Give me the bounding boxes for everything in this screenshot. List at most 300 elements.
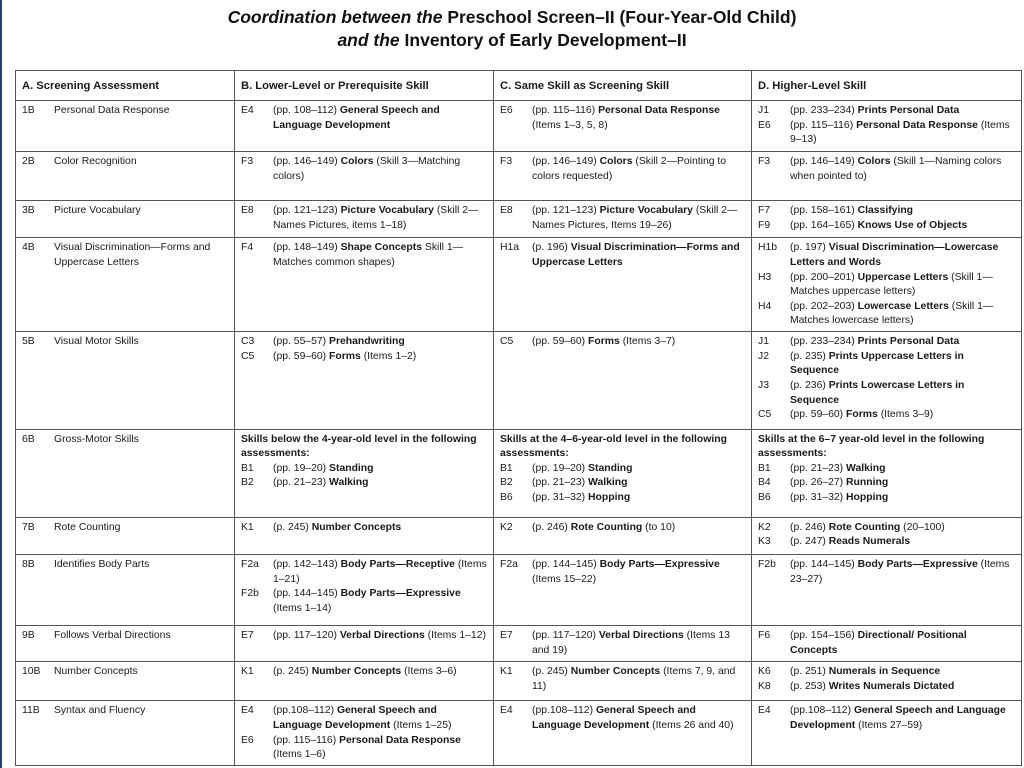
skill-code: K8 xyxy=(758,680,771,692)
same-skill-cell xyxy=(494,332,752,429)
skill-note: (Items 1–2) xyxy=(363,350,417,362)
skill-name: Prints Personal Data xyxy=(857,105,960,116)
skill-description xyxy=(273,476,487,491)
skill-description xyxy=(273,104,487,133)
skill-description xyxy=(273,204,487,233)
skill-name: Body Parts—Expressive xyxy=(599,558,720,570)
skill-name: Directional/ Positional Concepts xyxy=(790,630,967,656)
skill-entry xyxy=(500,476,745,491)
screening-assessment-cell xyxy=(16,662,235,701)
skill-entry xyxy=(758,379,1015,408)
skill-code: F2b xyxy=(758,558,776,570)
skill-entry xyxy=(758,704,1015,733)
screening-code: 7B xyxy=(22,521,35,533)
skill-note: (Skill 2—Pointing to colors requested) xyxy=(532,156,727,182)
table-row xyxy=(16,332,1022,429)
skill-note: (Items 9–13) xyxy=(790,119,1010,146)
skill-name: Standing xyxy=(588,462,633,474)
skill-entry xyxy=(241,476,487,491)
skill-note: (Items 23–27) xyxy=(790,558,1010,585)
table-row xyxy=(16,201,1022,238)
skill-intro-text: Skills at the 4–6-year-old level in the following assessments: xyxy=(500,433,727,460)
skill-pages: (pp.108–112) xyxy=(790,705,852,717)
screening-label: Follows Verbal Directions xyxy=(54,630,171,642)
skill-code: B6 xyxy=(500,491,513,503)
skill-note: (Items 15–22) xyxy=(532,573,597,585)
skill-description xyxy=(790,680,1015,695)
skill-name: Walking xyxy=(329,477,369,489)
skill-description xyxy=(532,335,745,350)
skill-pages: (pp. 19–20) xyxy=(273,462,327,474)
skill-name: Prints Personal Data xyxy=(857,336,960,348)
higher-level-cell xyxy=(752,626,1022,662)
skill-code: J2 xyxy=(758,350,769,362)
screening-code: 8B xyxy=(22,558,35,570)
skill-pages: (pp. 144–145) xyxy=(532,558,597,570)
skill-name: Personal Data Response xyxy=(598,105,720,116)
skill-code: B2 xyxy=(241,477,254,489)
skill-code: B6 xyxy=(758,491,771,503)
screening-code: 11B xyxy=(22,705,40,717)
screening-label: Personal Data Response xyxy=(54,105,170,116)
skill-entry xyxy=(241,462,487,477)
skill-note: (Skill 3—Matching colors) xyxy=(273,156,461,182)
left-edge-bar xyxy=(0,0,2,768)
skill-description xyxy=(790,335,1015,350)
skill-name: Hopping xyxy=(588,491,631,503)
same-skill-cell xyxy=(494,238,752,332)
skill-code: C5 xyxy=(500,336,514,348)
screening-assessment-cell xyxy=(16,101,235,152)
skill-note: (Skill 1—Matches lowercase letters) xyxy=(790,300,994,327)
skill-entry xyxy=(500,558,745,587)
skill-name: General Speech and Language Development xyxy=(532,705,696,731)
skill-pages: (pp. 19–20) xyxy=(532,462,586,474)
same-skill-cell xyxy=(494,701,752,766)
lower-level-cell xyxy=(235,517,494,554)
same-skill-cell xyxy=(494,662,752,701)
skill-name: Body Parts—Expressive xyxy=(340,588,461,600)
skill-code: C5 xyxy=(758,409,772,421)
skill-entry xyxy=(241,104,487,133)
skill-note: (Skill 2—Names Pictures, items 1–18) xyxy=(273,205,479,231)
skill-entry xyxy=(500,241,745,270)
skill-pages: (pp. 148–149) xyxy=(273,242,338,254)
skill-entry xyxy=(241,335,487,350)
skill-description xyxy=(790,104,1015,119)
screening-assessment-cell xyxy=(16,332,235,429)
screening-label: Number Concepts xyxy=(54,666,138,678)
skill-name: Personal Data Response xyxy=(339,734,461,746)
skill-code: E7 xyxy=(500,630,513,642)
skill-entry xyxy=(758,271,1015,300)
skill-pages: (pp. 154–156) xyxy=(790,630,855,642)
skill-entry xyxy=(241,587,487,616)
skill-code: F2a xyxy=(241,558,259,570)
skill-pages: (pp. 202–203) xyxy=(790,300,855,312)
skill-pages: (p. 197) xyxy=(790,242,826,254)
skill-description xyxy=(532,704,745,733)
skill-pages: (pp. 158–161) xyxy=(790,205,855,217)
skill-note: (Skill 1—Naming colors when pointed to) xyxy=(790,156,1002,182)
skill-note: (20–100) xyxy=(903,521,945,533)
table-row xyxy=(16,701,1022,766)
screening-assessment-cell xyxy=(16,201,235,238)
skill-code: E4 xyxy=(758,705,771,717)
skill-entry xyxy=(758,335,1015,350)
skill-entry xyxy=(241,734,487,763)
screening-label: Visual Discrimination—Forms and Uppercase Letters xyxy=(54,242,211,268)
screening-assessment-cell xyxy=(16,554,235,625)
screening-label: Color Recognition xyxy=(54,156,137,168)
skill-pages: (p. 236) xyxy=(790,380,826,392)
skill-pages: (pp. 115–116) xyxy=(532,105,596,116)
skill-note: (Skill 2—Names Pictures, Items 19–26) xyxy=(532,205,738,231)
skill-pages: (pp. 233–234) xyxy=(790,336,855,348)
skill-pages: (pp. 21–23) xyxy=(532,477,586,489)
skill-code: F3 xyxy=(241,156,254,168)
skill-code: B4 xyxy=(758,477,771,489)
skill-note: (Items 1–3, 5, 8) xyxy=(532,119,608,131)
skill-name: Shape Concepts xyxy=(340,242,423,254)
skill-entry xyxy=(758,665,1015,680)
skill-description xyxy=(273,521,487,536)
skill-entry xyxy=(758,204,1015,219)
skill-name: Forms xyxy=(329,350,361,362)
lower-level-cell xyxy=(235,201,494,238)
skill-description xyxy=(790,119,1015,148)
header-higher-level-skill: D. Higher-Level Skill xyxy=(752,71,1022,101)
skill-entry xyxy=(241,241,487,270)
higher-level-cell xyxy=(752,238,1022,332)
higher-level-cell xyxy=(752,429,1022,517)
skill-description xyxy=(532,476,745,491)
skill-code: H3 xyxy=(758,271,772,283)
skill-entry xyxy=(500,521,745,536)
skill-pages: (pp. 59–60) xyxy=(532,336,586,348)
skill-code: J3 xyxy=(758,380,769,392)
skill-description xyxy=(273,462,487,477)
skill-entry xyxy=(500,629,745,658)
skill-entry xyxy=(758,558,1015,587)
skill-pages: (p. 196) xyxy=(532,242,568,254)
skill-code: K3 xyxy=(758,536,771,548)
skill-description xyxy=(532,665,745,694)
skill-name: Colors xyxy=(340,156,374,168)
higher-level-cell xyxy=(752,201,1022,238)
skill-pages: (pp. 146–149) xyxy=(273,156,338,168)
skill-code: C5 xyxy=(241,350,255,362)
skill-entry xyxy=(758,491,1015,506)
title-line2-bold: Inventory of Early Development–II xyxy=(404,30,687,50)
skill-description xyxy=(273,734,487,763)
skill-description xyxy=(273,350,487,365)
screening-assessment-cell xyxy=(16,701,235,766)
skill-code: H1b xyxy=(758,242,778,254)
skill-code: F2a xyxy=(500,558,518,570)
skill-description xyxy=(790,408,1015,423)
skill-description xyxy=(532,204,745,233)
skill-code: E8 xyxy=(241,205,254,217)
skill-pages: (pp. 115–116) xyxy=(790,119,854,131)
skill-pages: (pp. 117–120) xyxy=(273,630,337,642)
skill-intro-text: Skills at the 6–7 year-old level in the following assessments: xyxy=(758,433,985,460)
skill-entry xyxy=(241,350,487,365)
skill-pages: (pp. 121–123) xyxy=(532,205,597,217)
skill-note: (Items 26 and 40) xyxy=(652,719,734,731)
skill-code: K2 xyxy=(758,521,771,533)
skill-pages: (p. 251) xyxy=(790,666,826,678)
skill-code: E4 xyxy=(241,105,254,116)
skill-pages: (pp. 55–57) xyxy=(273,336,327,348)
skill-name: Verbal Directions xyxy=(339,630,425,642)
table-row xyxy=(16,662,1022,701)
skill-note: (Items 27–59) xyxy=(858,719,923,731)
skill-description xyxy=(532,521,745,536)
same-skill-cell xyxy=(494,201,752,238)
skill-note: (Items 1–12) xyxy=(427,630,486,642)
skill-name: Forms xyxy=(846,409,878,421)
header-same-skill: C. Same Skill as Screening Skill xyxy=(494,71,752,101)
skill-pages: (pp.108–112) xyxy=(273,705,335,717)
skill-description xyxy=(532,491,745,506)
skill-pages: (pp. 142–143) xyxy=(273,558,338,570)
table-row xyxy=(16,626,1022,662)
coordination-table xyxy=(15,70,1022,766)
skill-entry xyxy=(758,408,1015,423)
skill-description xyxy=(532,155,745,184)
skill-entry xyxy=(758,119,1015,148)
lower-level-cell xyxy=(235,429,494,517)
skill-entry xyxy=(758,535,1015,550)
skill-entry xyxy=(758,350,1015,379)
skill-pages: (pp.108–112) xyxy=(532,705,594,717)
skill-description xyxy=(790,241,1015,270)
skill-note: (Items 1–25) xyxy=(393,719,452,731)
skill-code: K1 xyxy=(241,666,254,678)
skill-name: Forms xyxy=(588,336,620,348)
skill-description xyxy=(532,462,745,477)
skill-pages: (pp. 115–116) xyxy=(273,734,337,746)
skill-description xyxy=(790,476,1015,491)
same-skill-cell xyxy=(494,429,752,517)
skill-name: Knows Use of Objects xyxy=(857,219,968,231)
skill-name: Running xyxy=(846,477,889,489)
same-skill-cell xyxy=(494,626,752,662)
same-skill-cell xyxy=(494,517,752,554)
table-body xyxy=(16,101,1022,766)
skill-name: Prints Uppercase Letters in Sequence xyxy=(790,350,964,377)
skill-name: Verbal Directions xyxy=(598,630,684,642)
skill-note: Skill 1—Matches common shapes) xyxy=(273,242,464,268)
skill-pages: (pp. 26–27) xyxy=(790,477,844,489)
skill-name: Writes Numerals Dictated xyxy=(828,680,955,692)
skill-name: Numerals in Sequence xyxy=(828,666,941,678)
skill-entry xyxy=(241,155,487,184)
skill-code: E6 xyxy=(241,734,254,746)
screening-code: 9B xyxy=(22,630,35,642)
skill-code: E4 xyxy=(241,705,254,717)
skill-pages: (p. 246) xyxy=(790,521,826,533)
skill-code: K6 xyxy=(758,666,771,678)
skill-pages: (p. 245) xyxy=(532,666,568,678)
skill-name: General Speech and Language Development xyxy=(790,705,1006,731)
screening-label: Identifies Body Parts xyxy=(54,558,150,570)
skill-entry xyxy=(500,204,745,233)
skill-description xyxy=(790,350,1015,379)
skill-note: (Items 1–21) xyxy=(273,558,487,585)
skill-pages: (p. 247) xyxy=(790,536,826,548)
screening-assessment-cell xyxy=(16,626,235,662)
skill-description xyxy=(790,155,1015,184)
skill-code: F3 xyxy=(500,156,513,168)
skill-name: General Speech and Language Development xyxy=(273,105,440,131)
skill-description xyxy=(273,587,487,616)
lower-level-cell xyxy=(235,238,494,332)
skill-entry xyxy=(758,680,1015,695)
skill-intro-text: Skills below the 4-year-old level in the following assessments: xyxy=(241,433,477,460)
screening-code: 2B xyxy=(22,156,35,168)
skill-name: Colors xyxy=(857,156,891,168)
skill-description xyxy=(790,558,1015,587)
skill-description xyxy=(790,219,1015,234)
lower-level-cell xyxy=(235,332,494,429)
skill-code: F6 xyxy=(758,630,771,642)
skill-pages: (pp. 146–149) xyxy=(790,156,855,168)
skill-pages: (p. 246) xyxy=(532,521,568,533)
skill-code: F2b xyxy=(241,588,259,600)
skill-description xyxy=(273,629,487,644)
skill-entry xyxy=(758,155,1015,184)
skill-pages: (pp. 144–145) xyxy=(273,588,338,600)
skill-code: B1 xyxy=(241,462,254,474)
skill-description xyxy=(790,462,1015,477)
skill-note: (Items 3–9) xyxy=(880,409,934,421)
skill-description xyxy=(790,704,1015,733)
table-row xyxy=(16,429,1022,517)
page-title xyxy=(0,6,1024,52)
skill-entry xyxy=(500,335,745,350)
skill-description xyxy=(790,204,1015,219)
skill-pages: (pp. 59–60) xyxy=(790,409,844,421)
table-row xyxy=(16,238,1022,332)
skill-description xyxy=(273,665,487,680)
skill-name: Body Parts—Receptive xyxy=(340,558,455,570)
skill-description xyxy=(790,521,1015,536)
skill-pages: (p. 245) xyxy=(273,521,309,533)
skill-code: K1 xyxy=(500,666,513,678)
skill-description xyxy=(790,665,1015,680)
skill-pages: (p. 245) xyxy=(273,666,309,678)
skill-code: H1a xyxy=(500,242,520,254)
skill-code: C3 xyxy=(241,336,255,348)
screening-code: 1B xyxy=(22,105,35,116)
lower-level-cell xyxy=(235,701,494,766)
screening-assessment-cell xyxy=(16,517,235,554)
screening-code: 10B xyxy=(22,666,41,678)
title-line2-italic: and the xyxy=(337,30,405,50)
skill-code: F3 xyxy=(758,156,771,168)
skill-description xyxy=(790,271,1015,300)
same-skill-cell xyxy=(494,554,752,625)
skill-description xyxy=(273,704,487,733)
skill-code: E6 xyxy=(500,105,513,116)
skill-entry xyxy=(758,241,1015,270)
skill-pages: (pp. 164–165) xyxy=(790,219,855,231)
skill-entry xyxy=(500,704,745,733)
skill-name: Standing xyxy=(329,462,374,474)
skill-name: Prints Lowercase Letters in Sequence xyxy=(790,380,965,406)
skill-code: J1 xyxy=(758,105,769,116)
lower-level-cell xyxy=(235,554,494,625)
skill-name: Number Concepts xyxy=(311,521,402,533)
skill-name: Lowercase Letters xyxy=(857,300,949,312)
skill-code: B1 xyxy=(500,462,513,474)
skill-note: (Items 13 and 19) xyxy=(532,630,730,656)
higher-level-cell xyxy=(752,662,1022,701)
skill-entry xyxy=(758,219,1015,234)
skill-entry xyxy=(241,521,487,536)
table-header-row xyxy=(16,71,1022,101)
lower-level-cell xyxy=(235,626,494,662)
skill-description xyxy=(273,155,487,184)
skill-entry xyxy=(241,704,487,733)
skill-pages: (p. 253) xyxy=(790,680,826,692)
table-row xyxy=(16,554,1022,625)
screening-assessment-cell xyxy=(16,429,235,517)
screening-label: Picture Vocabulary xyxy=(54,205,141,217)
skill-entry xyxy=(500,104,745,133)
skill-entry xyxy=(500,491,745,506)
skill-note: (Items 7, 9, and 11) xyxy=(532,666,736,692)
skill-name: Walking xyxy=(588,477,628,489)
skill-description xyxy=(532,629,745,658)
skill-pages: (pp. 108–112) xyxy=(273,105,337,116)
skill-name: Walking xyxy=(846,462,886,474)
screening-assessment-cell xyxy=(16,152,235,201)
skill-name: Picture Vocabulary xyxy=(340,205,434,217)
skill-entry xyxy=(241,629,487,644)
title-line1-italic: Coordination between the xyxy=(227,7,448,27)
higher-level-cell xyxy=(752,101,1022,152)
skill-note: (Items 3–6) xyxy=(404,666,457,678)
skill-name: Personal Data Response xyxy=(856,119,978,131)
skill-code: F7 xyxy=(758,205,771,217)
skill-note: (Skill 1—Matches uppercase letters) xyxy=(790,271,993,298)
table-row xyxy=(16,517,1022,554)
skill-name: Reads Numerals xyxy=(828,536,911,548)
skill-name: Picture Vocabulary xyxy=(599,205,693,217)
skill-description xyxy=(790,300,1015,329)
higher-level-cell xyxy=(752,332,1022,429)
skill-pages: (pp. 121–123) xyxy=(273,205,338,217)
skill-name: Body Parts—Expressive xyxy=(857,558,978,570)
skill-entry xyxy=(241,204,487,233)
lower-level-cell xyxy=(235,662,494,701)
header-lower-level-skill: B. Lower-Level or Prerequisite Skill xyxy=(235,71,494,101)
skill-pages: (pp. 21–23) xyxy=(273,477,327,489)
header-screening-assessment: A. Screening Assessment xyxy=(16,71,235,101)
table-row xyxy=(16,152,1022,201)
screening-label: Visual Motor Skills xyxy=(54,336,139,348)
title-line1-bold: Preschool Screen–II (Four-Year-Old Child) xyxy=(447,7,797,27)
skill-entry xyxy=(758,300,1015,329)
skill-pages: (pp. 146–149) xyxy=(532,156,597,168)
skill-pages: (pp. 31–32) xyxy=(790,491,844,503)
skill-code: K1 xyxy=(241,521,254,533)
higher-level-cell xyxy=(752,517,1022,554)
same-skill-cell xyxy=(494,152,752,201)
